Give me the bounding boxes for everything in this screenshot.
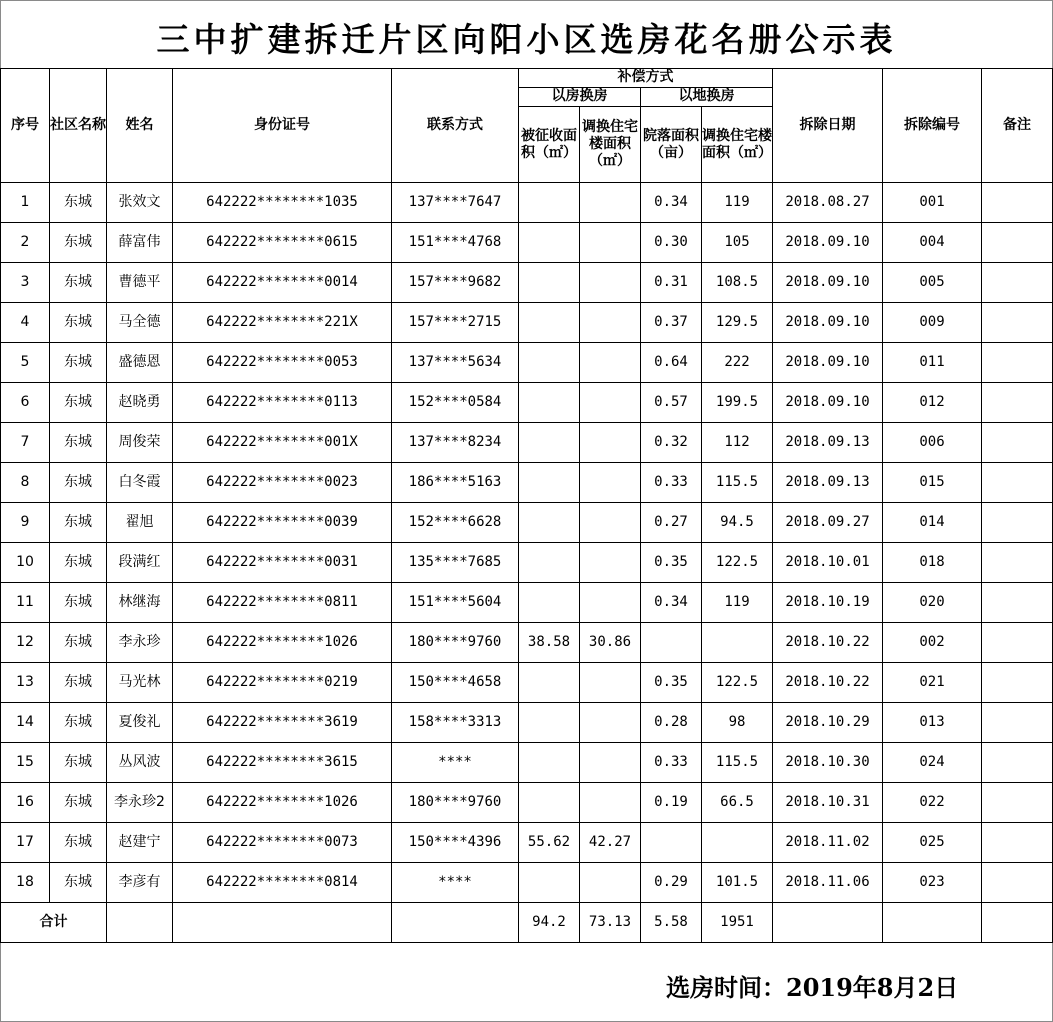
row-remark [982,463,1053,503]
row-community: 东城 [50,343,107,383]
row-name: 赵建宁 [107,823,173,863]
row-contact: 157****9682 [392,263,519,303]
row-remark [982,343,1053,383]
row-yard-area: 0.31 [641,263,702,303]
row-seq: 12 [1,623,50,663]
row-demolish-no: 004 [883,223,982,263]
row-id-card: 642222********221X [173,303,392,343]
total-cell [107,903,173,943]
table-row [1,343,1053,383]
row-id-card: 642222********001X [173,423,392,463]
row-name: 李永珍2 [107,783,173,823]
row-swap-area-land: 101.5 [702,863,773,903]
page-title: 三中扩建拆迁片区向阳小区选房花名册公示表 [156,20,897,59]
row-remark [982,303,1053,343]
row-demolish-no: 002 [883,623,982,663]
table-row [1,623,1053,663]
row-demolish-date: 2018.10.31 [773,783,883,823]
row-yard-area [641,823,702,863]
row-yard-area: 0.30 [641,223,702,263]
row-swap-area-land [702,623,773,663]
total-expropriated-area: 94.2 [519,903,580,943]
row-swap-area-house: 30.86 [580,623,641,663]
table-row [1,703,1053,743]
row-expropriated-area [519,463,580,503]
row-demolish-no: 023 [883,863,982,903]
row-community: 东城 [50,863,107,903]
row-seq: 8 [1,463,50,503]
row-community: 东城 [50,303,107,343]
row-swap-area-house [580,423,641,463]
row-name: 马光林 [107,663,173,703]
table-row [1,423,1053,463]
row-id-card: 642222********0811 [173,583,392,623]
header-demolish-no: 拆除编号 [883,69,982,183]
total-cell [173,903,392,943]
row-demolish-no: 012 [883,383,982,423]
total-swap-area-land: 1951 [702,903,773,943]
row-remark [982,543,1053,583]
row-demolish-no: 014 [883,503,982,543]
row-demolish-no: 024 [883,743,982,783]
row-remark [982,863,1053,903]
row-seq: 5 [1,343,50,383]
row-swap-area-land: 112 [702,423,773,463]
row-contact: 151****5604 [392,583,519,623]
header-demolish-date: 拆除日期 [773,69,883,183]
row-swap-area-land: 94.5 [702,503,773,543]
row-contact: 152****0584 [392,383,519,423]
row-swap-area-house [580,463,641,503]
row-name: 薛富伟 [107,223,173,263]
row-name: 丛风波 [107,743,173,783]
row-id-card: 642222********0031 [173,543,392,583]
row-seq: 1 [1,183,50,223]
row-remark [982,623,1053,663]
row-contact: **** [392,863,519,903]
row-remark [982,183,1053,223]
row-yard-area: 0.34 [641,183,702,223]
table-row [1,223,1053,263]
row-remark [982,423,1053,463]
table-row [1,663,1053,703]
row-demolish-no: 022 [883,783,982,823]
row-yard-area: 0.33 [641,743,702,783]
row-demolish-no: 011 [883,343,982,383]
row-swap-area-house [580,703,641,743]
row-name: 李彦有 [107,863,173,903]
row-community: 东城 [50,663,107,703]
row-demolish-no: 015 [883,463,982,503]
row-demolish-no: 018 [883,543,982,583]
header-contact: 联系方式 [392,69,519,183]
row-seq: 3 [1,263,50,303]
row-swap-area-house [580,223,641,263]
row-demolish-no: 009 [883,303,982,343]
row-swap-area-house [580,863,641,903]
row-expropriated-area [519,583,580,623]
row-swap-area-house [580,263,641,303]
row-expropriated-area [519,743,580,783]
row-contact: 180****9760 [392,623,519,663]
row-name: 段满红 [107,543,173,583]
row-demolish-date: 2018.09.13 [773,463,883,503]
header-expropriated-area: 被征收面积（㎡） [519,107,580,183]
row-id-card: 642222********0039 [173,503,392,543]
row-remark [982,503,1053,543]
row-name: 马全德 [107,303,173,343]
row-contact: 150****4396 [392,823,519,863]
row-community: 东城 [50,823,107,863]
row-name: 李永珍 [107,623,173,663]
table-row [1,783,1053,823]
row-community: 东城 [50,183,107,223]
row-name: 林继海 [107,583,173,623]
row-yard-area: 0.57 [641,383,702,423]
table-row [1,503,1053,543]
row-name: 白冬霞 [107,463,173,503]
row-swap-area-land [702,823,773,863]
table-body [1,183,1053,903]
row-demolish-date: 2018.09.27 [773,503,883,543]
row-remark [982,703,1053,743]
row-contact: **** [392,743,519,783]
row-contact: 152****6628 [392,503,519,543]
row-yard-area: 0.33 [641,463,702,503]
row-demolish-no: 001 [883,183,982,223]
row-demolish-no: 006 [883,423,982,463]
row-name: 夏俊礼 [107,703,173,743]
row-swap-area-land: 105 [702,223,773,263]
row-seq: 17 [1,823,50,863]
row-expropriated-area: 38.58 [519,623,580,663]
row-expropriated-area [519,543,580,583]
roster-table [0,68,1053,943]
row-id-card: 642222********0073 [173,823,392,863]
row-remark [982,223,1053,263]
row-seq: 11 [1,583,50,623]
total-yard-area: 5.58 [641,903,702,943]
row-community: 东城 [50,743,107,783]
total-cell [392,903,519,943]
row-expropriated-area [519,383,580,423]
row-community: 东城 [50,543,107,583]
row-yard-area: 0.35 [641,663,702,703]
row-expropriated-area [519,343,580,383]
row-swap-area-land: 122.5 [702,543,773,583]
row-id-card: 642222********0615 [173,223,392,263]
row-expropriated-area [519,863,580,903]
row-remark [982,663,1053,703]
row-seq: 4 [1,303,50,343]
row-seq: 6 [1,383,50,423]
row-yard-area: 0.28 [641,703,702,743]
row-demolish-date: 2018.10.22 [773,623,883,663]
row-contact: 186****5163 [392,463,519,503]
row-name: 张效文 [107,183,173,223]
row-expropriated-area [519,303,580,343]
row-demolish-no: 020 [883,583,982,623]
header-name: 姓名 [107,69,173,183]
table-row [1,383,1053,423]
row-id-card: 642222********1026 [173,783,392,823]
row-yard-area: 0.35 [641,543,702,583]
row-contact: 157****2715 [392,303,519,343]
table-row [1,303,1053,343]
header-swap-area-land: 调换住宅楼面积（㎡） [702,107,773,183]
header-land-swap: 以地换房 [641,88,773,107]
row-remark [982,783,1053,823]
total-swap-area-house: 73.13 [580,903,641,943]
row-expropriated-area [519,663,580,703]
row-remark [982,583,1053,623]
row-seq: 10 [1,543,50,583]
row-demolish-no: 005 [883,263,982,303]
row-remark [982,383,1053,423]
row-remark [982,743,1053,783]
row-expropriated-area [519,263,580,303]
row-yard-area: 0.34 [641,583,702,623]
row-contact: 180****9760 [392,783,519,823]
row-seq: 7 [1,423,50,463]
row-demolish-date: 2018.10.22 [773,663,883,703]
table-row [1,263,1053,303]
row-swap-area-land: 199.5 [702,383,773,423]
row-swap-area-land: 98 [702,703,773,743]
row-expropriated-area [519,423,580,463]
row-swap-area-house [580,743,641,783]
row-id-card: 642222********0023 [173,463,392,503]
row-id-card: 642222********3619 [173,703,392,743]
row-expropriated-area: 55.62 [519,823,580,863]
row-contact: 135****7685 [392,543,519,583]
row-swap-area-land: 115.5 [702,463,773,503]
row-community: 东城 [50,423,107,463]
row-community: 东城 [50,383,107,423]
row-demolish-date: 2018.11.06 [773,863,883,903]
row-swap-area-house [580,503,641,543]
row-seq: 16 [1,783,50,823]
header-community: 社区名称 [50,69,107,183]
row-swap-area-house [580,383,641,423]
table-row [1,823,1053,863]
row-name: 赵晓勇 [107,383,173,423]
row-community: 东城 [50,223,107,263]
row-id-card: 642222********3615 [173,743,392,783]
table-row [1,463,1053,503]
row-yard-area: 0.19 [641,783,702,823]
row-demolish-date: 2018.11.02 [773,823,883,863]
row-id-card: 642222********0219 [173,663,392,703]
row-contact: 137****7647 [392,183,519,223]
row-demolish-date: 2018.10.01 [773,543,883,583]
row-swap-area-land: 122.5 [702,663,773,703]
row-community: 东城 [50,463,107,503]
header-house-swap: 以房换房 [519,88,641,107]
row-demolish-date: 2018.09.10 [773,303,883,343]
row-community: 东城 [50,263,107,303]
row-id-card: 642222********1026 [173,623,392,663]
row-expropriated-area [519,783,580,823]
row-name: 盛德恩 [107,343,173,383]
row-seq: 9 [1,503,50,543]
row-swap-area-house [580,183,641,223]
row-expropriated-area [519,703,580,743]
row-yard-area: 0.27 [641,503,702,543]
total-cell [773,903,883,943]
row-swap-area-house [580,663,641,703]
row-seq: 13 [1,663,50,703]
row-community: 东城 [50,783,107,823]
row-swap-area-land: 119 [702,183,773,223]
row-id-card: 642222********0014 [173,263,392,303]
row-swap-area-house [580,543,641,583]
row-community: 东城 [50,583,107,623]
row-demolish-no: 013 [883,703,982,743]
row-yard-area: 0.32 [641,423,702,463]
row-community: 东城 [50,623,107,663]
header-yard-area: 院落面积（亩） [641,107,702,183]
row-id-card: 642222********0053 [173,343,392,383]
row-swap-area-land: 119 [702,583,773,623]
row-seq: 18 [1,863,50,903]
row-community: 东城 [50,503,107,543]
row-demolish-no: 025 [883,823,982,863]
row-swap-area-land: 222 [702,343,773,383]
row-yard-area: 0.37 [641,303,702,343]
row-demolish-date: 2018.09.13 [773,423,883,463]
table-row [1,583,1053,623]
header-compensation: 补偿方式 [519,69,773,88]
row-demolish-no: 021 [883,663,982,703]
row-swap-area-house: 42.27 [580,823,641,863]
row-swap-area-house [580,303,641,343]
row-contact: 150****4658 [392,663,519,703]
header-id-card: 身份证号 [173,69,392,183]
row-id-card: 642222********0113 [173,383,392,423]
row-swap-area-land: 66.5 [702,783,773,823]
row-seq: 15 [1,743,50,783]
row-contact: 158****3313 [392,703,519,743]
row-contact: 137****8234 [392,423,519,463]
header-seq: 序号 [1,69,50,183]
row-swap-area-land: 115.5 [702,743,773,783]
row-demolish-date: 2018.08.27 [773,183,883,223]
row-yard-area: 0.64 [641,343,702,383]
row-yard-area: 0.29 [641,863,702,903]
row-name: 翟旭 [107,503,173,543]
row-community: 东城 [50,703,107,743]
row-seq: 14 [1,703,50,743]
row-expropriated-area [519,503,580,543]
row-demolish-date: 2018.09.10 [773,383,883,423]
row-swap-area-land: 108.5 [702,263,773,303]
row-seq: 2 [1,223,50,263]
table-row [1,543,1053,583]
row-demolish-date: 2018.10.19 [773,583,883,623]
header-swap-area-house: 调换住宅楼面积（㎡） [580,107,641,183]
row-expropriated-area [519,223,580,263]
row-name: 周俊荣 [107,423,173,463]
row-name: 曹德平 [107,263,173,303]
total-cell [883,903,982,943]
row-id-card: 642222********0814 [173,863,392,903]
row-yard-area [641,623,702,663]
row-demolish-date: 2018.10.30 [773,743,883,783]
row-swap-area-house [580,583,641,623]
row-contact: 151****4768 [392,223,519,263]
total-cell [982,903,1053,943]
row-demolish-date: 2018.10.29 [773,703,883,743]
row-demolish-date: 2018.09.10 [773,343,883,383]
row-swap-area-house [580,343,641,383]
row-swap-area-land: 129.5 [702,303,773,343]
table-row [1,183,1053,223]
row-remark [982,263,1053,303]
row-demolish-date: 2018.09.10 [773,223,883,263]
row-expropriated-area [519,183,580,223]
header-remark: 备注 [982,69,1053,183]
selection-time: 选房时间：2019年8月2日 [666,973,959,1002]
total-label: 合计 [1,903,107,943]
table-row [1,863,1053,903]
row-id-card: 642222********1035 [173,183,392,223]
row-swap-area-house [580,783,641,823]
row-remark [982,823,1053,863]
row-contact: 137****5634 [392,343,519,383]
table-row [1,743,1053,783]
row-demolish-date: 2018.09.10 [773,263,883,303]
